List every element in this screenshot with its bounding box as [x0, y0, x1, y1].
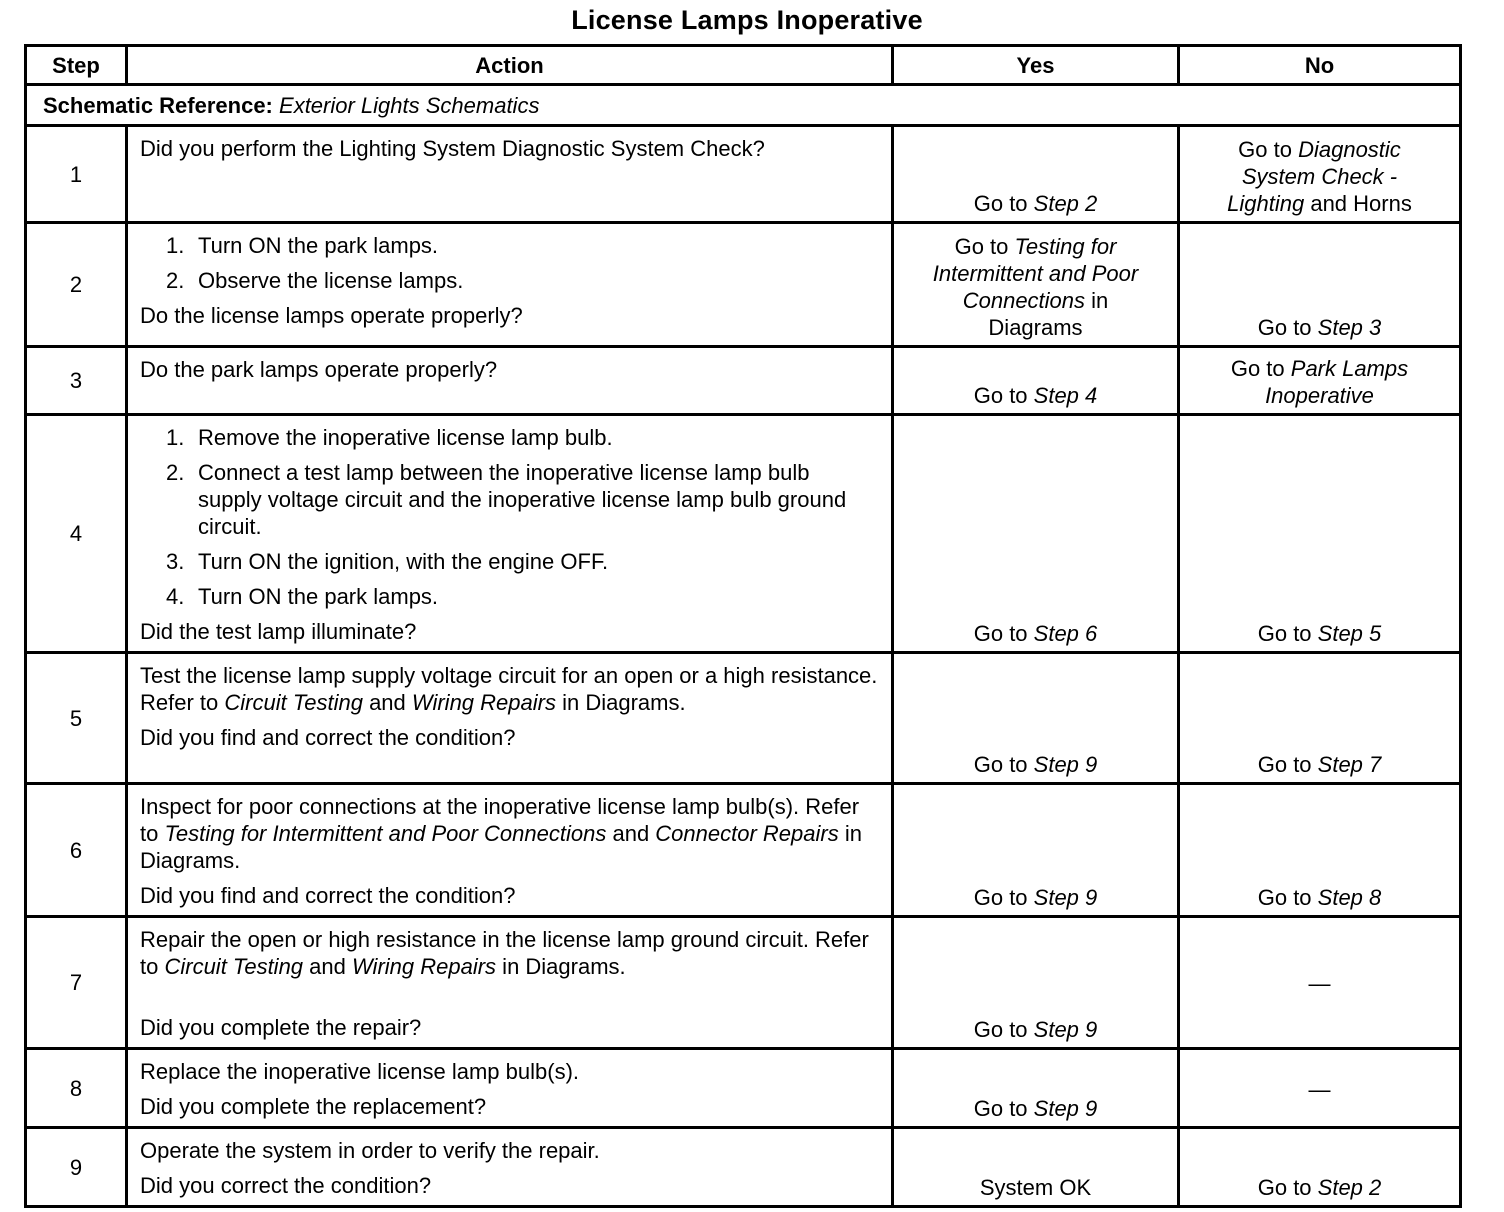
schematic-label: Schematic Reference: [43, 92, 273, 118]
table-row [26, 784, 1461, 917]
yes-suffix: in Diagrams [988, 288, 1109, 340]
no-prefix: Go to [1257, 315, 1318, 340]
list-item: 1. Remove the inoperative license lamp bulb. [166, 425, 613, 450]
schematic-value: Exterior Lights Schematics [279, 92, 540, 118]
action-text: Test the license lamp supply voltage circuit for an open or a high resistance. Refer to Circuit Testing and Wiring Repairs in Diagrams. [140, 663, 878, 715]
action-cell [127, 653, 893, 784]
list-item: 1. Turn ON the park lamps. [166, 233, 439, 258]
yes-cell [893, 223, 1179, 347]
no-prefix: Go to [1257, 752, 1318, 777]
list-item-text: Turn ON the park lamps. [198, 233, 439, 258]
yes-prefix: Go to [973, 621, 1034, 646]
action-list [140, 232, 879, 294]
table-row [26, 653, 1461, 784]
no-cell [1179, 653, 1461, 784]
reference-link[interactable]: Circuit Testing [224, 690, 363, 715]
no-cell [1179, 347, 1461, 415]
no-cell [1179, 1049, 1461, 1128]
yes-cell [893, 415, 1179, 653]
action-cell [127, 415, 893, 653]
reference-link[interactable]: Connector Repairs [655, 821, 839, 846]
yes-link[interactable]: Step 9 [1033, 1096, 1098, 1121]
no-link[interactable]: Step 5 [1317, 621, 1382, 646]
no-prefix: Go to [1257, 1175, 1318, 1200]
action-text: Repair the open or high resistance in the license lamp ground circuit. Refer to Circuit Testing and Wiring Repairs in Diagrams. [140, 927, 869, 979]
action-question: Do the license lamps operate properly? [140, 303, 523, 328]
no-link[interactable]: Park Lamps Inoperative [1265, 356, 1409, 408]
table-row [26, 415, 1461, 653]
yes-link[interactable]: Step 4 [1033, 383, 1098, 408]
step-number: 5 [26, 653, 127, 784]
table-row [26, 917, 1461, 1049]
action-cell [127, 126, 893, 223]
yes-link[interactable]: Step 9 [1033, 1017, 1098, 1042]
action-cell [127, 1049, 893, 1128]
no-cell [1179, 126, 1461, 223]
step-number: 2 [26, 223, 127, 347]
no-link[interactable]: Step 2 [1317, 1175, 1382, 1200]
list-item: 4. Turn ON the park lamps. [166, 584, 439, 609]
step-number: 9 [26, 1128, 127, 1207]
list-item-text: Turn ON the park lamps. [198, 584, 439, 609]
yes-link[interactable]: Step 2 [1033, 191, 1098, 216]
list-item-text: Connect a test lamp between the inoperative license lamp bulb supply voltage circuit and the inoperative license lamp bulb ground circuit. [198, 460, 847, 539]
list-item: 3. Turn ON the ignition, with the engine OFF. [166, 549, 609, 574]
yes-prefix: Go to [973, 191, 1034, 216]
reference-link[interactable]: Wiring Repairs [411, 690, 556, 715]
yes-text: System OK [979, 1175, 1092, 1200]
yes-link[interactable]: Step 9 [1033, 885, 1098, 910]
action-cell [127, 347, 893, 415]
no-prefix: Go to [1238, 137, 1299, 162]
action-question: Did you find and correct the condition? [140, 725, 516, 750]
table-row [26, 1128, 1461, 1207]
table-row [26, 347, 1461, 415]
no-link[interactable]: Diagnostic System Check - Lighting [1227, 137, 1401, 216]
step-number: 1 [26, 126, 127, 223]
step-number: 8 [26, 1049, 127, 1128]
action-cell [127, 223, 893, 347]
yes-prefix: Go to [973, 885, 1034, 910]
yes-cell [893, 347, 1179, 415]
header-no: No [1179, 46, 1461, 85]
action-question: Did you find and correct the condition? [140, 883, 516, 908]
action-text: Replace the inoperative license lamp bulb(s). [140, 1059, 580, 1084]
reference-link[interactable]: Wiring Repairs [351, 954, 497, 979]
step-number: 7 [26, 917, 127, 1049]
action-question: Did you complete the replacement? [140, 1094, 487, 1119]
no-prefix: Go to [1257, 621, 1318, 646]
no-link[interactable]: Step 3 [1317, 315, 1382, 340]
header-row [26, 46, 1461, 85]
action-text: Operate the system in order to verify the repair. [140, 1138, 600, 1163]
no-link[interactable]: Step 8 [1317, 885, 1382, 910]
no-dash: — [1308, 1076, 1331, 1102]
action-text: Did you perform the Lighting System Diagnostic System Check? [140, 136, 765, 161]
yes-cell [893, 653, 1179, 784]
action-cell [127, 784, 893, 917]
action-text: Inspect for poor connections at the inoperative license lamp bulb(s). Refer to Testing for Intermittent and Poor Connections and Connector Repairs in Diagrams. [140, 794, 862, 873]
yes-prefix: Go to [954, 234, 1015, 259]
reference-link[interactable]: Circuit Testing [164, 954, 304, 979]
schematic-reference [26, 85, 1461, 126]
yes-prefix: Go to [973, 1017, 1034, 1042]
list-item: 2. Observe the license lamps. [166, 268, 464, 293]
no-cell [1179, 223, 1461, 347]
schematic-row [26, 85, 1461, 126]
no-dash: — [1308, 971, 1331, 996]
no-cell [1179, 917, 1461, 1049]
yes-cell [893, 917, 1179, 1049]
yes-prefix: Go to [973, 1096, 1034, 1121]
page-title: License Lamps Inoperative [571, 5, 923, 35]
yes-cell [893, 1128, 1179, 1207]
yes-prefix: Go to [973, 383, 1034, 408]
header-action: Action [127, 46, 893, 85]
action-question: Did the test lamp illuminate? [140, 619, 417, 644]
table-row [26, 126, 1461, 223]
yes-cell [893, 126, 1179, 223]
header-step: Step [26, 46, 127, 85]
action-cell [127, 1128, 893, 1207]
no-cell [1179, 415, 1461, 653]
no-link[interactable]: Step 7 [1317, 752, 1382, 777]
no-cell [1179, 1128, 1461, 1207]
yes-link[interactable]: Testing for Intermittent and Poor Connections [932, 234, 1139, 313]
no-suffix: and Horns [1304, 191, 1412, 216]
yes-cell [893, 1049, 1179, 1128]
action-question: Did you complete the repair? [140, 1015, 422, 1040]
action-list [140, 424, 879, 610]
reference-link[interactable]: Testing for Intermittent and Poor Connections [164, 821, 607, 846]
no-cell [1179, 784, 1461, 917]
yes-link[interactable]: Step 9 [1033, 752, 1098, 777]
action-text: Do the park lamps operate properly? [140, 357, 498, 382]
yes-cell [893, 784, 1179, 917]
list-item-text: Remove the inoperative license lamp bulb. [198, 425, 613, 450]
yes-link[interactable]: Step 6 [1033, 621, 1098, 646]
list-item-text: Observe the license lamps. [198, 268, 464, 293]
header-yes: Yes [893, 46, 1179, 85]
step-number: 6 [26, 784, 127, 917]
step-number: 3 [26, 347, 127, 415]
step-number: 4 [26, 415, 127, 653]
yes-prefix: Go to [973, 752, 1034, 777]
list-item-text: Turn ON the ignition, with the engine OFF. [198, 549, 609, 574]
table-row [26, 1049, 1461, 1128]
diagnostic-table [24, 44, 1462, 1208]
action-cell [127, 917, 893, 1049]
no-prefix: Go to [1230, 356, 1291, 381]
table-row [26, 223, 1461, 347]
action-question: Did you correct the condition? [140, 1173, 432, 1198]
list-item: 2. Connect a test lamp between the inoperative license lamp bulb supply voltage circuit and the inoperative license lamp bulb ground circuit. [166, 460, 847, 539]
no-prefix: Go to [1257, 885, 1318, 910]
